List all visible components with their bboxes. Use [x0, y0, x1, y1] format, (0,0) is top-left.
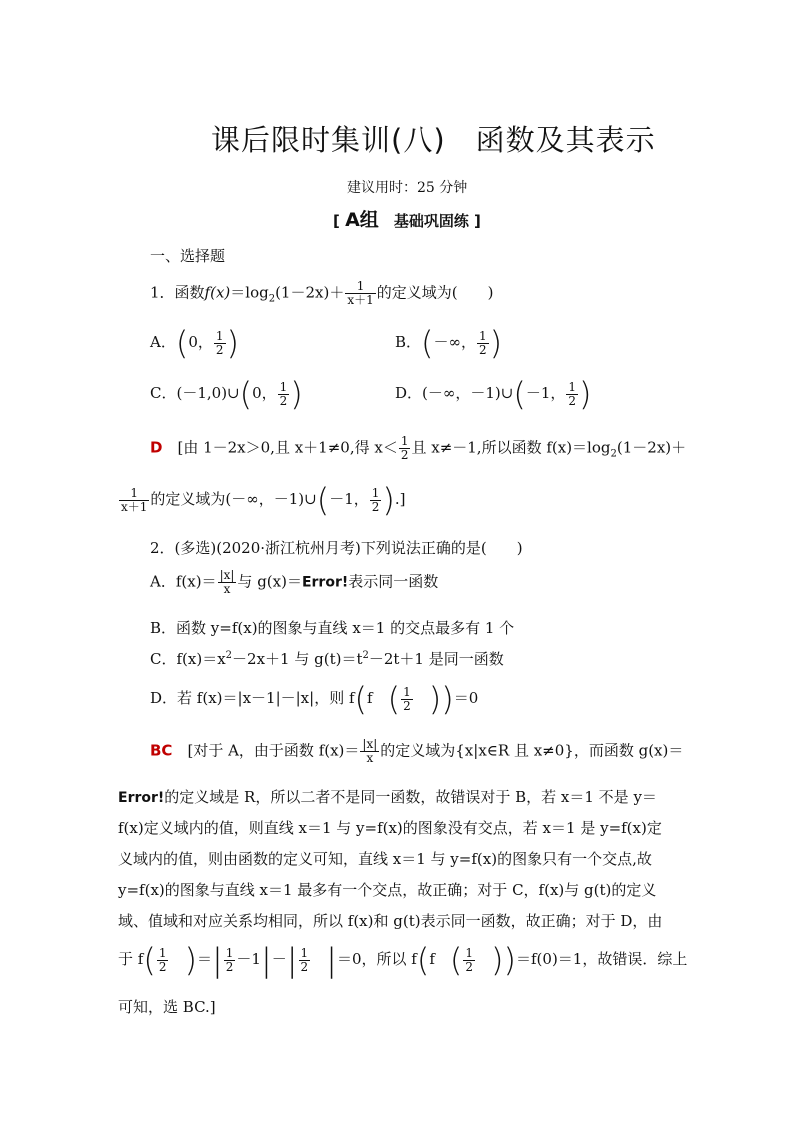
q2-option-d: D．若 f(x)＝|x－1|－|x|，则 f(f ( $\frac{1}{2}$ ))＝0: [150, 680, 479, 718]
q1-text-a: 1．函数: [150, 283, 205, 302]
a2-line2: Error!的定义域是 R，所以二者不是同一函数，故错误对于 B，若 x＝1 不是 y＝: [118, 788, 657, 806]
q1-option-c: C．(－1,0)∪(0， $\frac{1}{2}$ ): [150, 375, 303, 413]
q2-stem: 2．(多选)(2020·浙江杭州月考)下列说法正确的是( ): [150, 539, 523, 557]
a2-line7: 于 f( $\frac{1}{2}$ )＝| $\frac{1}{2}$ －1|－| $\frac{1}{2}$ |＝0，所以 f(f ( $\frac{1}{2}$ ))＝f(0)＝1，故错误．综上: [118, 941, 688, 979]
a2-line4: 义域内的值，则由函数的定义可知，直线 x＝1 与 y=f(x)的图象只有一个交点,故: [118, 850, 652, 868]
a2-answer: BC: [150, 741, 173, 760]
a1-answer: D: [150, 438, 163, 457]
q1-fx: f(x): [204, 283, 231, 302]
q2-option-a: A．f(x)＝ $\frac{|x|}{x}$ 与 g(x)＝Error!表示同一函数: [150, 568, 439, 596]
q2-option-c: C．$f(x)=x^2-2x+1$ 与 $g(t)=t^2-2t+1$ 是同一函数: [150, 650, 504, 668]
q1-text-c: (1－2x)＋: [275, 283, 345, 302]
group-label-a: A组: [345, 209, 379, 231]
section-heading: 一、选择题: [150, 247, 226, 265]
group-label: 基础巩固练: [393, 212, 469, 230]
a2-line8: 可知，选 BC.]: [118, 998, 216, 1016]
q1-text-b: ＝log: [230, 283, 269, 302]
a2-line6: 域、值域和对应关系均相同，所以 f(x)和 g(t)表示同一函数，故正确；对于 D，由: [118, 912, 663, 930]
q2-option-b: B．函数 y=f(x)的图象与直线 x＝1 的交点最多有 1 个: [150, 619, 515, 637]
q1-sub: 2: [268, 293, 276, 305]
a2-line5: y=f(x)的图象与直线 x＝1 最多有一个交点，故正确；对于 C，f(x)与 g(t)的定义: [118, 881, 657, 899]
a1-line2: $\frac{1}{x+1}$ 的定义域为(－∞，－1)∪(－1， $\frac{1}{2}$ ).]: [121, 481, 406, 519]
q1-stem: [150, 280, 493, 307]
q1-fraction: $\frac{1}{x+1}$: [347, 279, 374, 307]
q1-option-a: A．(0， $\frac{1}{2}$ ): [150, 324, 239, 362]
a2-line3: f(x)定义域内的值，则直线 x＝1 与 y=f(x)的图象没有交点，若 x＝1 是 y=f(x)定: [118, 819, 662, 837]
group-heading: [ A组 基础巩固练 ]: [333, 209, 481, 231]
q1-option-d: D．(－∞，－1)∪(－1， $\frac{1}{2}$ ): [395, 375, 592, 413]
q1-option-b: B．(－∞， $\frac{1}{2}$ ): [395, 324, 503, 362]
page-title: 课后限时集训(八) 函数及其表示: [211, 123, 656, 157]
a1-line1: D [由 1－2x＞0,且 x＋1≠0,得 x＜ $\frac{1}{2}$ 且 x≠－1,所以函数 $f(x)=\log_2(1-2x)+$: [150, 434, 687, 462]
q1-text-d: 的定义域为( ): [376, 283, 494, 302]
suggested-time: 建议用时：25 分钟: [347, 180, 468, 196]
a2-line1: BC [对于 A，由于函数 f(x)＝ $\frac{|x|}{x}$ 的定义域为{x|x∈R 且 x≠0}，而函数 g(x)＝: [150, 737, 684, 765]
